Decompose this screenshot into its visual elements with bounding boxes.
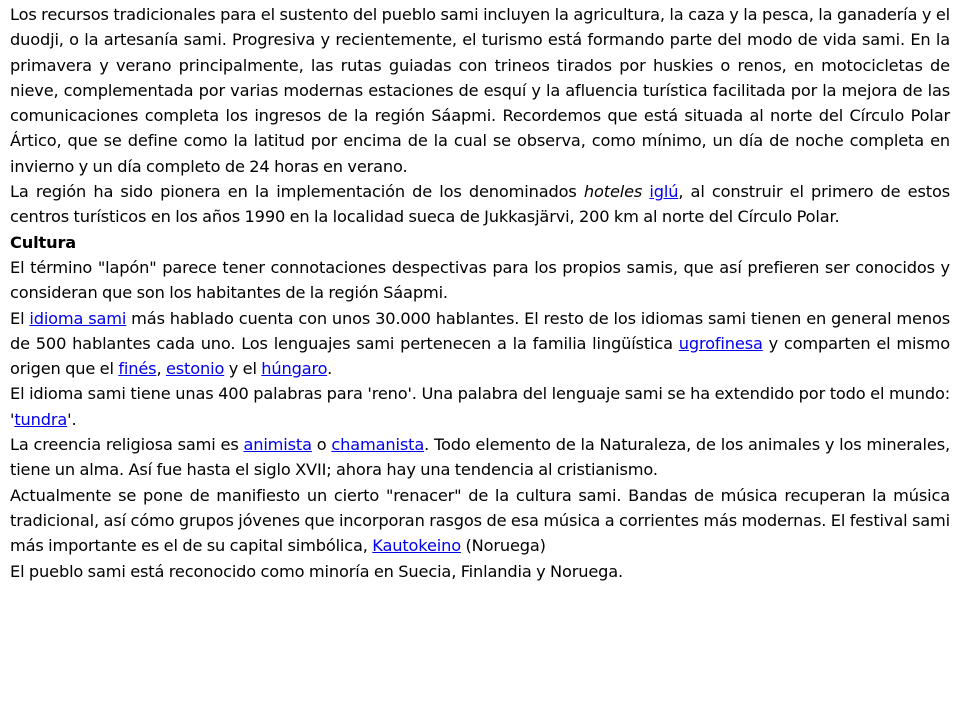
text-segment: o	[311, 435, 332, 455]
text-segment: más hablado cuenta con unos 30.000 hablantes. El resto de los idiomas sami tienen en general menos de 500 hablantes cada uno. Los lenguajes sami pertenecen a la familia lingüística	[10, 308, 950, 353]
section-heading-cultura: Cultura	[10, 232, 77, 252]
link-ugrofinesa[interactable]: ugrofinesa	[678, 333, 763, 353]
paragraph-religion	[10, 432, 950, 483]
document-body	[10, 2, 950, 584]
paragraph-ice-hotels	[10, 179, 950, 230]
text-segment: El	[10, 308, 30, 328]
link-hungaro[interactable]: húngaro	[261, 359, 328, 379]
paragraph-minority-status: El pueblo sami está reconocido como minoría en Suecia, Finlandia y Noruega.	[10, 561, 624, 581]
text-segment: '.	[67, 409, 77, 429]
text-segment: (Noruega)	[460, 536, 546, 556]
text-segment: , al construir el primero de estos centros turísticos en los años 1990 en la localidad sueca de Jukkasjärvi, 200 km al norte del Círculo Polar.	[10, 182, 950, 227]
text-segment: y el	[224, 359, 262, 379]
link-fines[interactable]: finés	[118, 359, 157, 379]
paragraph-sami-language	[10, 306, 950, 382]
text-segment: .	[327, 359, 333, 379]
link-estonio[interactable]: estonio	[165, 359, 225, 379]
link-iglu[interactable]: iglú	[649, 182, 679, 202]
text-segment: . Todo elemento de la Naturaleza, de los animales y los minerales, tiene un alma. Así fue hasta el siglo XVII; ahora hay una tendencia al cristianismo.	[10, 435, 950, 480]
text-segment: La región ha sido pionera en la implementación de los denominados	[10, 182, 584, 202]
link-tundra[interactable]: tundra	[14, 409, 68, 429]
text-segment: El idioma sami tiene unas 400 palabras para 'reno'. Una palabra del lenguaje sami se ha extendido por todo el mundo: '	[10, 384, 950, 429]
text-segment: La creencia religiosa sami es	[10, 435, 244, 455]
link-kautokeino[interactable]: Kautokeino	[372, 536, 461, 556]
paragraph-reindeer-words	[10, 381, 950, 432]
link-idioma-sami[interactable]: idioma sami	[29, 308, 127, 328]
paragraph-livelihood: Los recursos tradicionales para el sustento del pueblo sami incluyen la agricultura, la caza y la pesca, la ganadería y el duodji, o la artesanía sami. Progresiva y recientemente, el turismo está formando parte del modo de vida sami. En la primavera y verano principalmente, las rutas guiadas con trineos tirados por huskies o renos, en motocicletas de nieve, complementada por varias modernas estaciones de esquí y la afluencia turística facilitada por la mejora de las comunicaciones completa los ingresos de la región Sáapmi. Recordemos que está situada al norte del Círculo Polar Ártico, que se define como la latitud por encima de la cual se observa, como mínimo, un día de noche completa en invierno y un día completo de 24 horas en verano.	[10, 5, 950, 176]
text-segment: Actualmente se pone de manifiesto un cierto "renacer" de la cultura sami. Bandas de música recuperan la música tradicional, así cómo grupos jóvenes que incorporan rasgos de esa música a corrientes más modernas. El festival sami más importante es el de su capital simbólica,	[10, 485, 950, 556]
text-segment: y comparten el mismo origen que el	[10, 333, 950, 379]
link-animista[interactable]: animista	[243, 435, 312, 455]
text-segment: ,	[156, 359, 166, 379]
emphasis-hoteles: hoteles	[583, 182, 643, 202]
paragraph-lapon-term: El término "lapón" parece tener connotaciones despectivas para los propios samis, que así prefieren ser conocidos y consideran que son los habitantes de la región Sáapmi.	[10, 257, 950, 303]
paragraph-culture-revival	[10, 483, 950, 559]
link-chamanista[interactable]: chamanista	[331, 435, 425, 455]
